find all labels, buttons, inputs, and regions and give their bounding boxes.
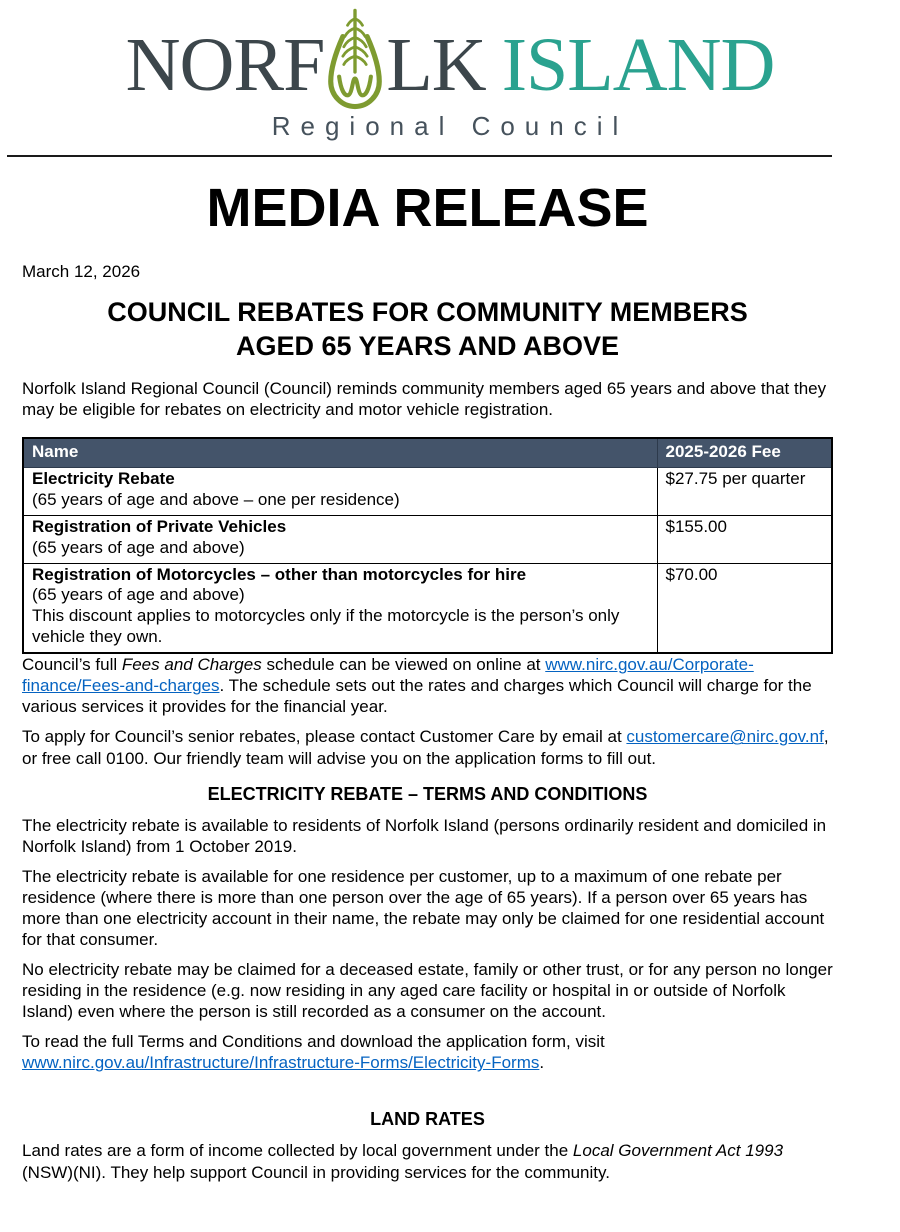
logo-text-norf: NORF [125, 23, 325, 107]
electricity-paragraph-2: The electricity rebate is available for one residence per customer, up to a maximum of one rebate per residence (where there is more than one person over the age of 65 years). If a person over 65 years has more than one electricity account in their name, the rebate may only be claimed for one residential account for that consumer. [22, 866, 825, 949]
norfolk-pine-icon [327, 6, 383, 110]
land-rates-text-2: (NSW)(NI). They help support Council in providing services for the community. [22, 1162, 610, 1182]
table-row [23, 515, 832, 563]
fee-amount-cell: $70.00 [657, 563, 832, 653]
fees-table-header-name: Name [23, 438, 657, 467]
fees-and-charges-link[interactable]: www.nirc.gov.au/Corporate-finance/Fees-and-charges [22, 655, 754, 696]
land-rates-text-1: Land rates are a form of income collected by local government under the [22, 1141, 573, 1161]
schedule-text-3: . The schedule sets out the rates and charges which Council will charge for the various services it provides for the financial year. [22, 676, 812, 717]
terms-text-1: To read the full Terms and Conditions and download the application form, visit [22, 1032, 605, 1052]
fee-name-cell [23, 563, 657, 653]
table-row [23, 563, 832, 653]
headline [22, 296, 833, 364]
fees-and-charges-italic: Fees and Charges [121, 655, 262, 675]
council-logo-wordmark [0, 6, 900, 107]
customer-care-email-link[interactable]: customercare@nirc.gov.nf [626, 727, 824, 747]
land-rates-heading: LAND RATES [370, 1109, 485, 1130]
land-rates-paragraph [22, 1140, 833, 1182]
fee-item-title: Electricity Rebate [32, 468, 175, 488]
fee-item-subtitle: (65 years of age and above) [32, 585, 245, 605]
fee-item-subtitle: (65 years of age and above – one per residence) [32, 489, 400, 509]
fee-amount-cell: $27.75 per quarter [657, 467, 832, 515]
apply-text-2: , or free call 0100. Our friendly team will advise you on the application forms to fill out. [22, 727, 829, 768]
council-logo [0, 0, 900, 142]
header-divider [7, 155, 832, 157]
fee-name-cell [23, 467, 657, 515]
apply-text-1: To apply for Council’s senior rebates, please contact Customer Care by email at [22, 727, 627, 747]
logo-subtitle: Regional Council [271, 111, 629, 141]
schedule-text-1: Council’s full [22, 655, 122, 675]
fees-table-header-fee: 2025-2026 Fee [657, 438, 832, 467]
electricity-paragraph-3: No electricity rebate may be claimed for a deceased estate, family or other trust, or for any person no longer residing in the residence (e.g. now residing in any aged care facility or hospital in or outside of Norfolk Island) even where the person is still recorded as a consumer on the account. [22, 960, 833, 1022]
headline-line1: COUNCIL REBATES FOR COMMUNITY MEMBERS [107, 297, 748, 328]
electricity-rebate-heading: ELECTRICITY REBATE – TERMS AND CONDITIONS [207, 783, 648, 804]
logo-text-island: ISLAND [501, 23, 775, 107]
electricity-forms-link[interactable]: www.nirc.gov.au/Infrastructure/Infrastructure-Forms/Electricity-Forms [22, 1053, 540, 1073]
fee-item-note: This discount applies to motorcycles only if the motorcycle is the person’s only vehicle they own. [32, 606, 620, 647]
fee-item-subtitle: (65 years of age and above) [32, 537, 245, 557]
release-date: March 12, 2026 [22, 262, 141, 282]
schedule-text-2: schedule can be viewed on online at [261, 655, 546, 675]
fee-item-title: Registration of Private Vehicles [32, 516, 287, 536]
terms-text-2: . [539, 1053, 545, 1073]
electricity-paragraph-1: The electricity rebate is available to residents of Norfolk Island (persons ordinarily resident and domiciled in Norfolk Island) from 1 October 2019. [22, 815, 827, 856]
schedule-paragraph [22, 654, 833, 717]
logo-text-lk: LK [386, 23, 486, 107]
page-title: MEDIA RELEASE [206, 178, 649, 238]
fees-table-header-row [23, 438, 832, 467]
fees-table [22, 437, 833, 654]
terms-link-paragraph [22, 1031, 833, 1073]
local-government-act-italic: Local Government Act 1993 [572, 1141, 784, 1161]
apply-paragraph [22, 726, 833, 768]
headline-line2: AGED 65 YEARS AND ABOVE [235, 331, 620, 362]
document-body [0, 179, 900, 1183]
intro-paragraph: Norfolk Island Regional Council (Council) reminds community members aged 65 years and above that they may be eligible for rebates on electricity and motor vehicle registration. [22, 378, 827, 419]
fee-amount-cell: $155.00 [657, 515, 832, 563]
table-row [23, 467, 832, 515]
fee-item-title: Registration of Motorcycles – other than motorcycles for hire [32, 564, 527, 584]
fee-name-cell [23, 515, 657, 563]
